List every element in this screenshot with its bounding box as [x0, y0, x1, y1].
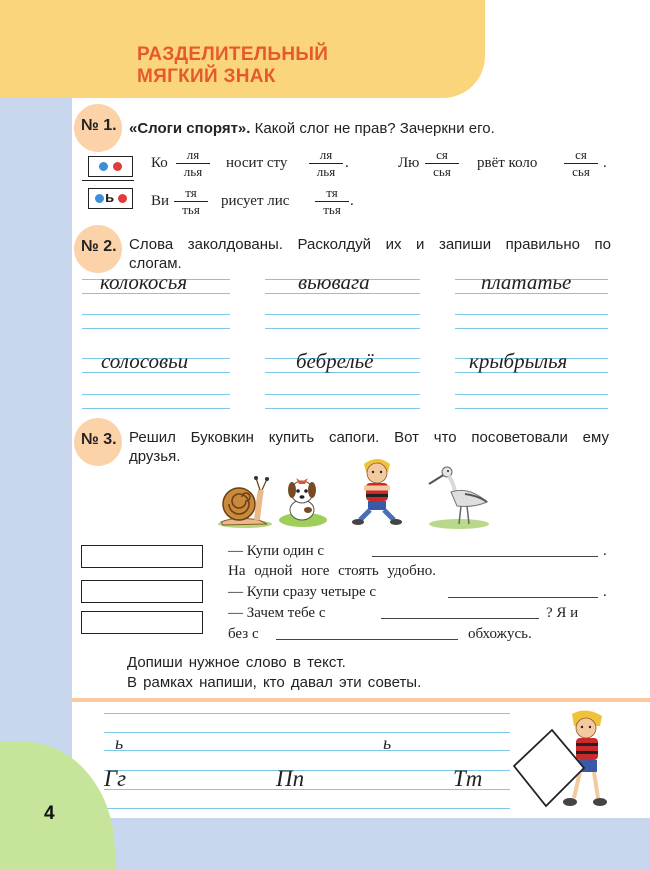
punctuation: .	[603, 543, 607, 559]
dialog-line-3: — Купи сразу четыре с	[228, 584, 377, 600]
task1-instruction: «Слоги спорят». Какой слог не прав? Зачеркни его.	[129, 120, 495, 137]
syllable-scheme-plain	[88, 156, 133, 177]
answer-box-1[interactable]	[81, 545, 203, 568]
word-text: рвёт коло	[477, 155, 538, 171]
cursive-word: бебрельё	[296, 349, 374, 373]
copy-letter: ь	[115, 733, 124, 753]
page-number: 4	[44, 803, 55, 824]
syllable-pair[interactable]: тя тья	[315, 186, 349, 217]
blue-dot-icon	[95, 194, 104, 203]
cursive-word: солосовьи	[101, 349, 189, 373]
dialog-line-5: без с	[228, 626, 259, 642]
copy-letter-pair: Тт	[453, 766, 483, 791]
copy-letter: ь	[383, 733, 392, 753]
snail-picture	[215, 470, 273, 530]
dialog-line-4: — Зачем тебе с	[228, 605, 326, 621]
answer-box-2[interactable]	[81, 580, 203, 603]
puppy-picture	[278, 470, 328, 528]
boy-with-board-picture	[510, 710, 616, 816]
title-line-1: РАЗДЕЛИТЕЛЬНЫЙ	[137, 44, 329, 65]
syllable-pair[interactable]: тя тья	[174, 186, 208, 217]
page-title	[137, 44, 328, 88]
cursive-word: колокосья	[100, 270, 188, 294]
soft-sign-letter: ь	[105, 189, 115, 206]
red-dot-icon	[118, 194, 127, 203]
word-text: носит сту	[226, 155, 288, 171]
fill-blank-2[interactable]	[448, 597, 598, 598]
dialog-line-4-end: ? Я и	[546, 605, 579, 621]
copy-letter-pair: Гг	[104, 766, 127, 791]
dialog-line-2: На одной ноге стоять удобно.	[228, 563, 437, 579]
syllable-pair[interactable]: ля лья	[309, 148, 343, 179]
task-number-2: № 2.	[74, 225, 122, 273]
task2-instruction: Слова заколдованы. Расколдуй их и запиши правильно по слогам.	[129, 236, 611, 272]
syllable-pair[interactable]: ля лья	[176, 148, 210, 179]
section-divider	[72, 698, 650, 702]
punctuation: .	[603, 155, 607, 171]
word-text: рисует лис	[221, 193, 290, 209]
dialog-line-1: — Купи один с	[228, 543, 325, 559]
red-dot-icon	[113, 162, 122, 171]
word-start: Лю	[398, 155, 420, 171]
task-number-1: № 1.	[74, 104, 122, 152]
word-start: Ко	[151, 155, 168, 171]
dialog-line-5-end: обхожусь.	[468, 626, 532, 642]
word-start: Ви	[151, 193, 170, 209]
syllable-pair[interactable]: ся сья	[564, 148, 598, 179]
blue-dot-icon	[99, 162, 108, 171]
punctuation: .	[603, 584, 607, 600]
scheme-divider	[82, 180, 134, 181]
punctuation: .	[345, 155, 349, 171]
task3-note-2: В рамках напиши, кто давал эти советы.	[127, 674, 422, 691]
fill-blank-3[interactable]	[381, 618, 539, 619]
answer-box-3[interactable]	[81, 611, 203, 634]
cursive-word: крыбрылья	[469, 349, 568, 373]
task-number-3: № 3.	[74, 418, 122, 466]
cursive-word: вьювага	[298, 270, 370, 294]
cursive-word: плататье	[481, 270, 572, 294]
syllable-pair[interactable]: ся сья	[425, 148, 459, 179]
heron-picture	[425, 456, 493, 530]
copy-letter-pair: Пп	[276, 766, 305, 791]
task3-instruction: Решил Буковкин купить сапоги. Вот что посоветовали ему друзья.	[129, 429, 609, 465]
task3-note-1: Допиши нужное слово в текст.	[127, 654, 346, 671]
punctuation: .	[350, 193, 354, 209]
boy-picture	[350, 456, 404, 532]
syllable-scheme-soft-sign	[88, 188, 133, 209]
fill-blank-1[interactable]	[372, 556, 598, 557]
fill-blank-4[interactable]	[276, 639, 458, 640]
title-line-2: МЯГКИЙ ЗНАК	[137, 66, 276, 87]
